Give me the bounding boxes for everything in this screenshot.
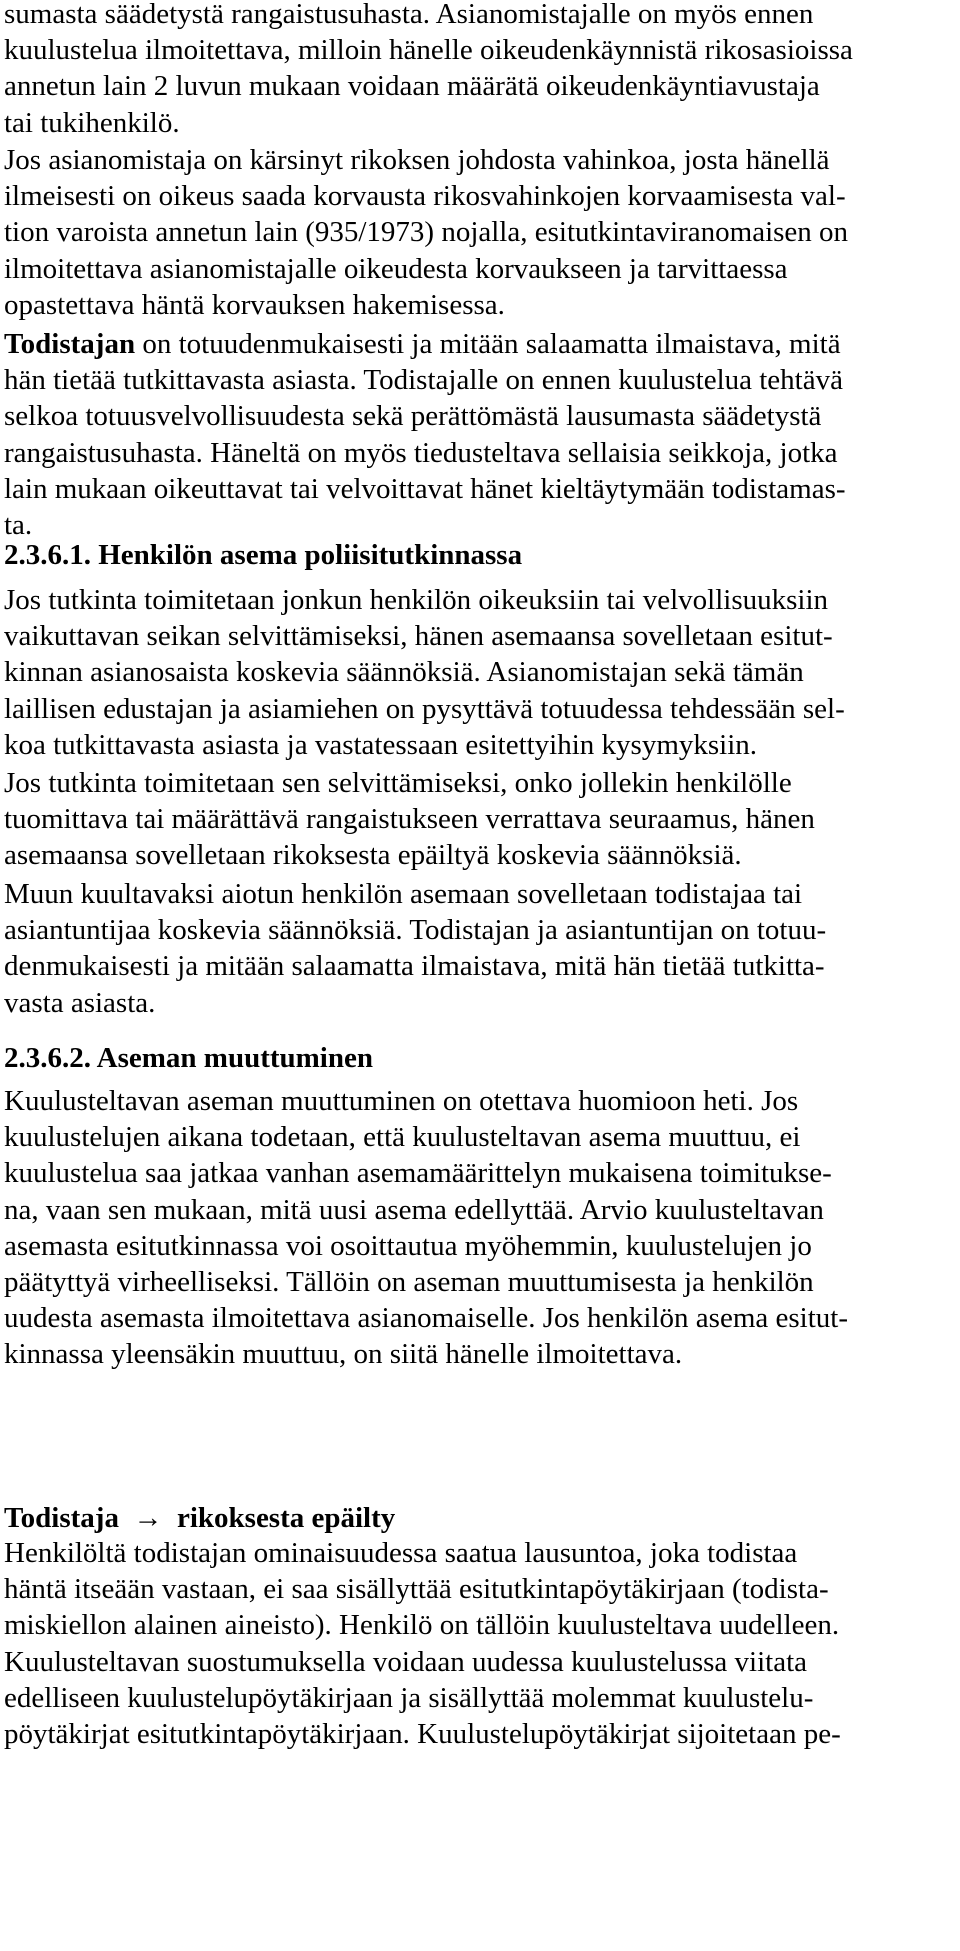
intro-paragraph — [4, 0, 952, 141]
text-line: selkoa totuusvelvollisuudesta sekä perättömästä lausumasta säädetystä — [4, 400, 822, 433]
text-line: Jos tutkinta toimitetaan sen selvittämiseksi, onko jollekin henkilölle — [4, 767, 792, 799]
subsection-title — [4, 1500, 952, 1536]
text-line: ilmeisesti on oikeus saada korvausta rikosvahinkojen korvaamisesta val- — [4, 180, 846, 213]
text-line: asiantuntijaa koskevia säännöksiä. Todistajan ja asiantuntijan on totuu- — [4, 914, 827, 947]
text-line: häntä itseään vastaan, ei saa sisällyttää esitutkintapöytäkirjaan (todista- — [4, 1573, 829, 1606]
text-line: annetun lain 2 luvun mukaan voidaan määrätä oikeudenkäyntiavustaja — [4, 70, 820, 103]
text-line: lain mukaan oikeuttavat tai velvoittavat hänet kieltäytymään todistamas- — [4, 472, 846, 505]
compensation-paragraph — [4, 142, 952, 323]
text-line: vasta asiasta. — [4, 986, 156, 1019]
heading-text: 2.3.6.2. Aseman muuttuminen — [4, 1042, 373, 1074]
text-line: koa tutkittavasta asiasta ja vastatessaan esitettyihin kysymyksiin. — [4, 728, 758, 761]
text-line: tuomittava tai määrättävä rangaistukseen verrattava seuraamus, hänen — [4, 803, 815, 836]
witness-paragraph — [4, 326, 952, 543]
section-heading-2-3-6-2 — [4, 1040, 952, 1076]
text-line: hän tietää tutkittavasta asiasta. Todistajalle on ennen kuulustelua tehtävä — [4, 364, 843, 397]
section-1-paragraph-1 — [4, 582, 952, 763]
text-line: asemasta esitutkinnassa voi osoittautua myöhemmin, kuulustelujen jo — [4, 1229, 812, 1262]
text-line: kuulustelujen aikana todetaan, että kuulusteltavan asema muuttuu, ei — [4, 1121, 801, 1154]
text-line: sumasta säädetystä rangaistusuhasta. Asianomistajalle on myös ennen — [4, 0, 814, 30]
text-line: tion varoista annetun lain (935/1973) nojalla, esitutkintaviranomaisen on — [4, 216, 849, 249]
heading-text: 2.3.6.1. Henkilön asema poliisitutkinnassa — [4, 539, 523, 571]
text-line: tai tukihenkilö. — [4, 106, 180, 139]
text-line: ilmoitettava asianomistajalle oikeudesta korvaukseen ja tarvittaessa — [4, 252, 788, 285]
text-line — [4, 326, 952, 362]
text-line: edelliseen kuulustelupöytäkirjaan ja sisällyttää molemmat kuulustelu- — [4, 1681, 814, 1714]
to-status: rikoksesta epäilty — [176, 1502, 396, 1534]
subsection-heading-witness-to-suspect — [4, 1500, 952, 1536]
text-line: kinnan asianosaista koskevia säännöksiä. Asianomistajan sekä tämän — [4, 656, 804, 689]
section-1-paragraph-2 — [4, 765, 952, 874]
text-line: denmukaisesti ja mitään salaamatta ilmaistava, mitä hän tietää tutkitta- — [4, 950, 825, 983]
witness-first-line-rest: on totuudenmukaisesti ja mitään salaamatta ilmaistava, mitä — [135, 328, 841, 360]
text-line: opastettava häntä korvauksen hakemisessa. — [4, 288, 505, 321]
text-line: kuulustelua saa jatkaa vanhan asemamäärittelyn mukaisena toimitukse- — [4, 1157, 832, 1190]
text-line: Muun kuultavaksi aiotun henkilön asemaan sovelletaan todistajaa tai — [4, 878, 803, 910]
text-line: pöytäkirjat esitutkintapöytäkirjaan. Kuulustelupöytäkirjat sijoitetaan pe- — [4, 1718, 841, 1751]
text-line: Kuulusteltavan aseman muuttuminen on otettava huomioon heti. Jos — [4, 1085, 799, 1117]
text-line: rangaistusuhasta. Häneltä on myös tiedusteltava sellaisia seikkoja, jotka — [4, 436, 838, 469]
text-line: na, vaan sen mukaan, mitä uusi asema edellyttää. Arvio kuulusteltavan — [4, 1193, 824, 1226]
text-line: päätyttyä virheelliseksi. Tällöin on aseman muuttumisesta ja henkilön — [4, 1266, 814, 1299]
text-line: laillisen edustajan ja asiamiehen on pysyttävä totuudessa tehdessään sel- — [4, 692, 845, 725]
text-line: vaikuttavan seikan selvittämiseksi, hänen asemaansa sovelletaan esitut- — [4, 620, 833, 653]
text-line: Jos tutkinta toimitetaan jonkun henkilön oikeuksiin tai velvollisuuksiin — [4, 584, 829, 616]
section-2-paragraph-1 — [4, 1083, 952, 1373]
text-line: Henkilöltä todistajan ominaisuudessa saatua lausuntoa, joka todistaa — [4, 1537, 798, 1569]
witness-term: Todistajan — [4, 328, 136, 360]
text-line: kinnassa yleensäkin muuttuu, on siitä hänelle ilmoitettava. — [4, 1338, 683, 1371]
section-1-paragraph-3 — [4, 876, 952, 1021]
subsection-paragraph — [4, 1535, 952, 1752]
text-line: ta. — [4, 509, 33, 542]
text-line: uudesta asemasta ilmoitettava asianomaiselle. Jos henkilön asema esitut- — [4, 1302, 848, 1335]
text-line: Kuulusteltavan suostumuksella voidaan uudessa kuulustelussa viitata — [4, 1645, 808, 1678]
text-line: asemaansa sovelletaan rikoksesta epäiltyä koskevia säännöksiä. — [4, 839, 742, 872]
text-line: kuulustelua ilmoitettava, milloin hänelle oikeudenkäynnistä rikosasioissa — [4, 34, 853, 67]
section-heading-2-3-6-1 — [4, 537, 952, 573]
right-arrow-icon: → — [133, 1502, 163, 1534]
from-status: Todistaja — [4, 1502, 119, 1534]
text-line: Jos asianomistaja on kärsinyt rikoksen johdosta vahinkoa, josta hänellä — [4, 144, 830, 176]
text-line: miskiellon alainen aineisto). Henkilö on tällöin kuulusteltava uudelleen. — [4, 1609, 840, 1642]
